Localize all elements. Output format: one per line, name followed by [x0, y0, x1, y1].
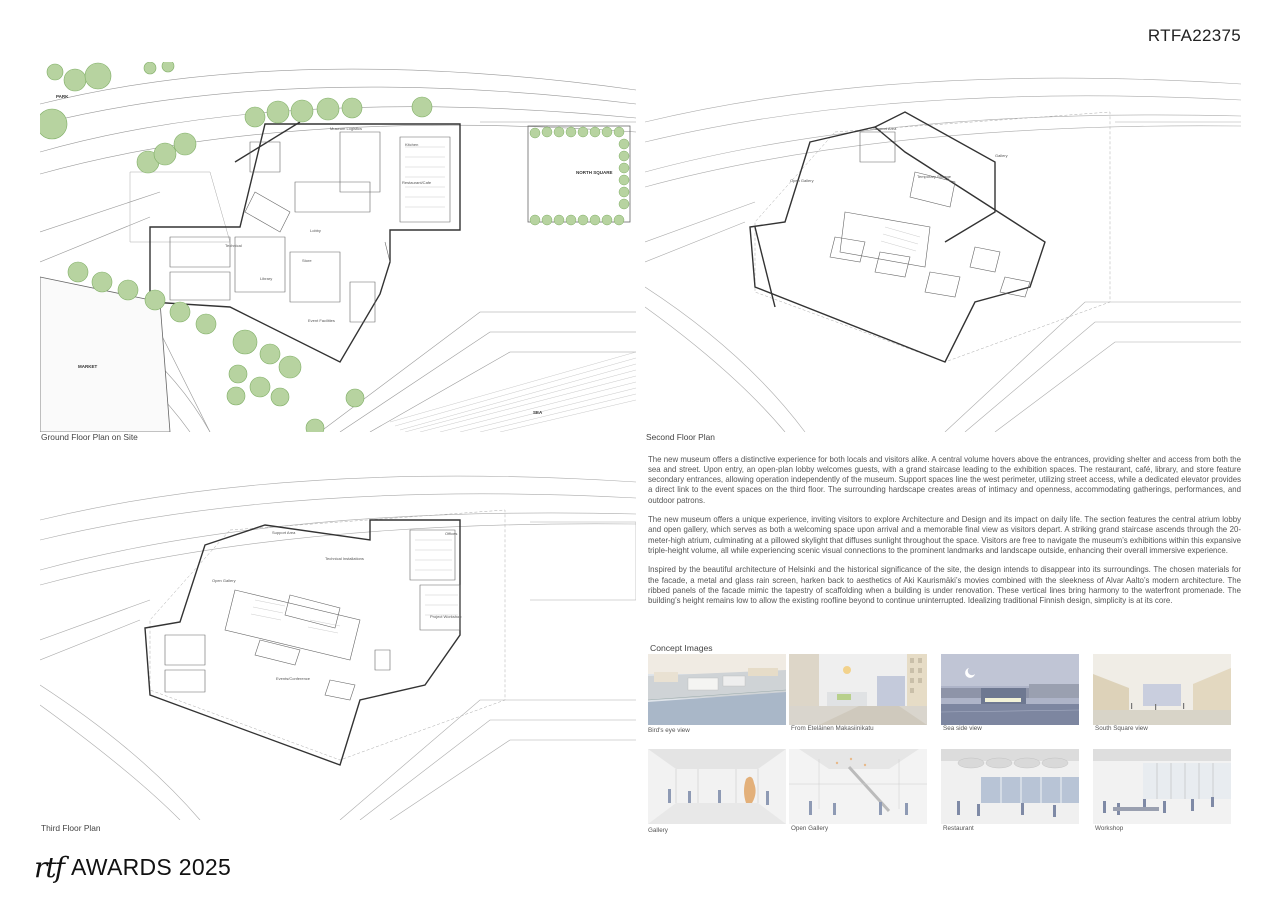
label-lobby: Lobby	[310, 228, 321, 233]
label-gallery: Gallery	[995, 153, 1008, 158]
night-render-image	[941, 654, 1079, 725]
label-offices: Offices	[445, 531, 458, 536]
label-storage: Temporary Storage	[917, 174, 952, 179]
concept-images-title: Concept Images	[650, 643, 713, 653]
label-store: Store	[302, 258, 312, 263]
open-gallery-render-image	[789, 749, 927, 824]
ground-floor-caption: Ground Floor Plan on Site	[41, 432, 138, 442]
label-technical: Technical	[225, 243, 242, 248]
concept-caption: South Square view	[1095, 725, 1148, 732]
label-museum-logistics: Museum Logistics	[330, 126, 363, 131]
label-events: Events/Conference	[276, 676, 311, 681]
label-kitchen: Kitchen	[405, 142, 419, 147]
description-paragraph: The new museum offers a distinctive experience for both locals and visitors alike. A central volume hovers above the entrances, providing shelter and access from both the sea and street. Upon entry, an open-plan lobby welcomes guests, with a grand staircase leading to the exhibition spaces. The restaurant, café, library, and store feature secondary entrances, allowing operation independently of the museum. Support spaces line the west perimeter, utilizing street access, while a dedicated elevator provides a direct link to the event spaces on the third floor. The surrounding hardscape creates areas of intimacy and openness, accommodating gatherings, performances, and outdoor patrons.	[648, 455, 1241, 505]
gallery-render-image	[648, 749, 786, 824]
label-north-square: NORTH SQUARE	[576, 170, 613, 175]
concept-caption: Workshop	[1095, 825, 1124, 832]
reference-id: RTFA22375	[1147, 26, 1241, 45]
workshop-render-image	[1093, 749, 1231, 824]
label-park: PARK	[56, 94, 69, 99]
description-paragraph: Inspired by the beautiful architecture of Helsinki and the historical significance of the site, the design intends to disappear into its surroundings. The chosen materials for the facade, a metal and glass rain screen, harken back to aesthetics of Aki Kaurismäki’s movies combined with the sleekness of Alvar Aalto’s modern architecture. The ribbed panels of the facade mimic the tapestry of scaffolding when a building is under renovation. These vertical lines bring harmony to the waterfront promenade. The building’s height remains low to allow the existing roofline beyond to continue uninterrupted. Idealizing traditional Finnish design, simplicity is at its core.	[648, 565, 1241, 605]
project-description	[648, 455, 1241, 616]
label-open-gallery-3: Open Gallery	[212, 578, 236, 583]
rtf-awards-logo	[34, 852, 231, 882]
concept-caption: Gallery	[648, 827, 668, 834]
label-open-gallery: Open Gallery	[790, 178, 814, 183]
concept-caption: From Eteläinen Makasiinikatu	[791, 725, 874, 732]
aerial-render-image	[648, 654, 786, 725]
label-market: MARKET	[78, 364, 98, 369]
ground-floor-plan	[40, 62, 636, 432]
second-floor-caption: Second Floor Plan	[646, 432, 715, 442]
label-support: Support Area	[873, 126, 897, 131]
description-paragraph: The new museum offers a unique experience, inviting visitors to explore Architecture and Design and its impact on daily life. The section features the central atrium lobby and open gallery, which serves as both a welcoming space upon arrival and a memorable final view as visitors depart. A striking grand staircase ascends through the 20-meter-high atrium, culminating at a pillowed skylight that diffuses sunlight throughout the space. Visitors are free to navigate the museum’s exhibitions within this expansive triple-height volume, all while experiencing scenic visual connections to the prominent landmarks and landscape outside, enhancing their overall immersive experience.	[648, 515, 1241, 555]
concept-caption: Restaurant	[943, 825, 974, 832]
label-event: Event Facilities	[308, 318, 335, 323]
third-floor-caption: Third Floor Plan	[41, 823, 101, 833]
label-workshop: Project Workshop	[430, 614, 462, 619]
label-library: Library	[260, 276, 273, 281]
concept-caption: Sea side view	[943, 725, 982, 732]
street-render-image	[789, 654, 927, 725]
concept-caption: Bird's eye view	[648, 727, 690, 734]
third-floor-plan	[40, 460, 636, 820]
label-support-3: Support Area	[272, 530, 296, 535]
logo-mark: rtf	[34, 850, 63, 884]
restaurant-render-image	[941, 749, 1079, 824]
label-restaurant: Restaurant/Cafe	[402, 180, 432, 185]
second-floor-plan	[645, 62, 1241, 432]
label-technical-3: Technical Installations	[325, 556, 364, 561]
logo-text: AWARDS 2025	[71, 853, 232, 880]
square-render-image	[1093, 654, 1231, 725]
concept-caption: Open Gallery	[791, 825, 829, 832]
label-sea: SEA	[533, 410, 543, 415]
